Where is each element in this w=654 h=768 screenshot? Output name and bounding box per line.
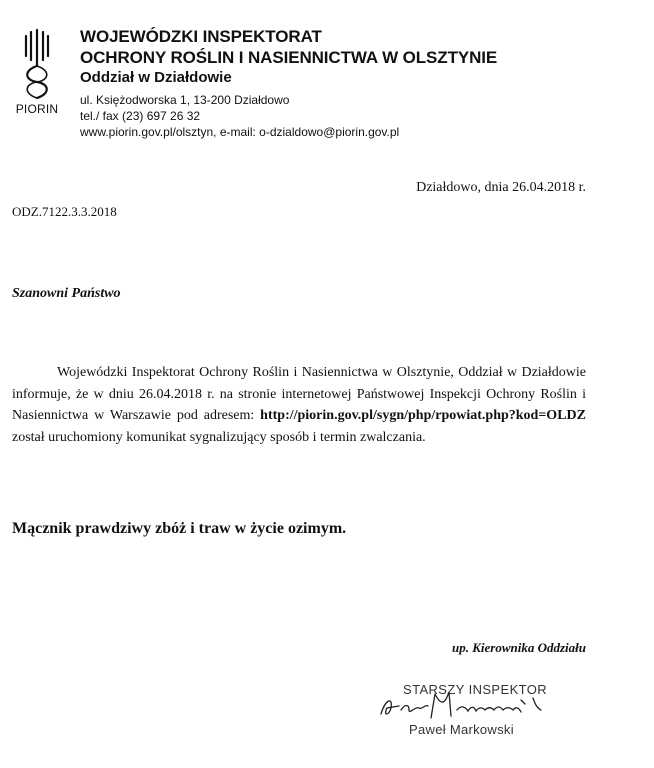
institution-name-line2: OCHRONY ROŚLIN I NASIENNICTWA W OLSZTYNIE bbox=[80, 48, 498, 67]
logo-text: PIORIN bbox=[15, 102, 59, 116]
body-text-part1: Wojewódzki Inspektorat Ochrony Roślin i Nasiennictwa w Olsztynie, Oddział w Działdowie informuje, że w dniu 26.04.2018 r. na stronie internetowej Państwowej Inspekcji Ochrony Roślin i Nasiennictwa w Warszawie pod adresem: bbox=[12, 365, 586, 423]
signatory-role: up. Kierownika Oddziału bbox=[451, 640, 586, 655]
phone-fax: tel./ fax (23) 697 26 32 bbox=[80, 109, 201, 123]
stamp-name: Paweł Markowski bbox=[409, 722, 514, 737]
wheat-emblem-icon bbox=[6, 26, 68, 102]
institution-name: WOJEWÓDZKI INSPEKTORAT bbox=[80, 27, 322, 46]
branch-name: Oddział w Działdowie bbox=[80, 69, 232, 86]
web-email: www.piorin.gov.pl/olsztyn, e-mail: o-dzialdowo@piorin.gov.pl bbox=[80, 125, 400, 139]
stamp-title: STARSZY INSPEKTOR bbox=[403, 682, 548, 697]
letter-body bbox=[12, 362, 586, 448]
piorin-logo bbox=[6, 26, 68, 118]
handwritten-signature bbox=[371, 686, 591, 726]
reference-number: ODZ.7122.3.3.2018 bbox=[12, 204, 117, 219]
greeting: Szanowni Państwo bbox=[12, 286, 121, 301]
notice-headline: Mącznik prawdziwy zbóż i traw w życie ozimym. bbox=[12, 520, 347, 537]
body-text-part2: został uruchomiony komunikat sygnalizujący sposób i termin zwalczania. bbox=[12, 429, 426, 445]
contact-block bbox=[80, 92, 497, 140]
sygn-link[interactable]: http://piorin.gov.pl/sygn/php/rpowiat.php?kod=OLDZ bbox=[260, 408, 586, 423]
address: ul. Księżodworska 1, 13-200 Działdowo bbox=[80, 93, 290, 107]
letterhead bbox=[80, 26, 497, 140]
date-line: Działdowo, dnia 26.04.2018 r. bbox=[416, 180, 586, 195]
official-stamp bbox=[371, 680, 595, 750]
handwritten-signature-text: Paweł Markowski bbox=[371, 686, 379, 687]
